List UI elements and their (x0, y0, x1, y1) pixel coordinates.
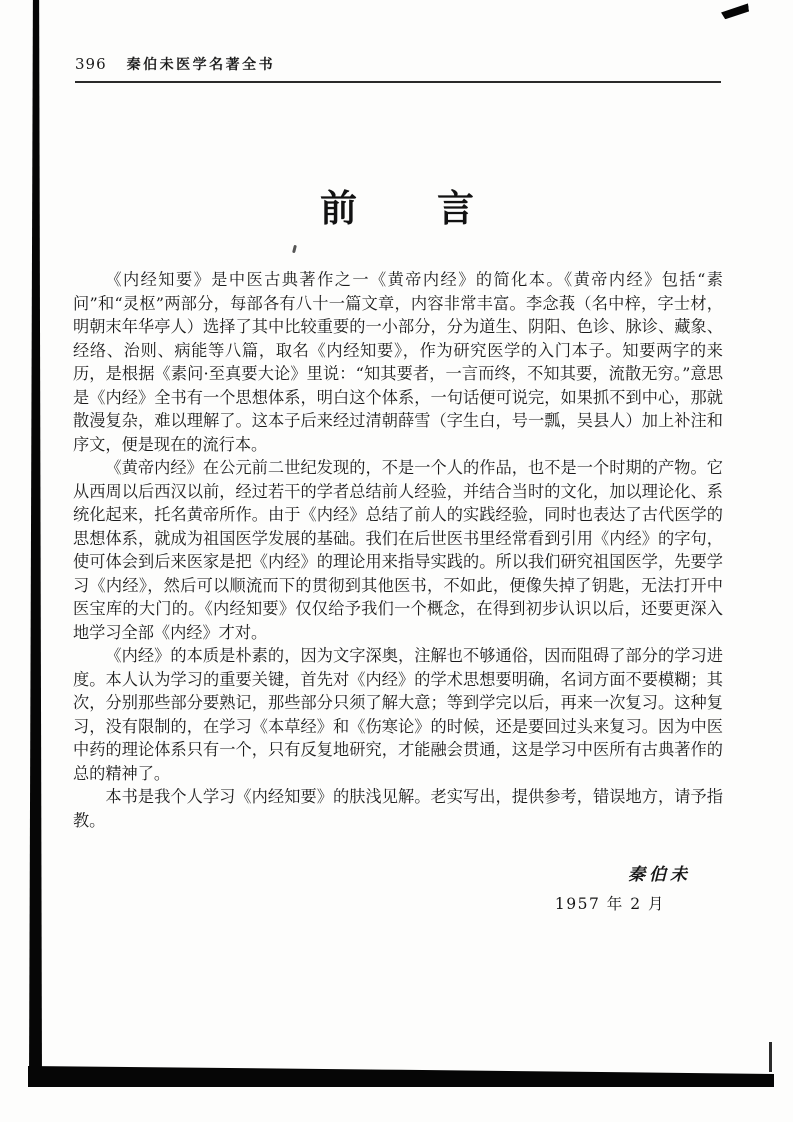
book-title: 秦伯未医学名著全书 (126, 57, 276, 73)
scan-artifact-speck (292, 245, 297, 253)
paragraph-1: 《内经知要》是中医古典著作之一《黄帝内经》的简化本。《黄帝内经》包括“素问”和“灵枢”两部分，每部各有八十一篇文章，内容非常丰富。李念莪（名中梓，字士材，明朝末年华亭人）选择了其中比较重要的一小部分，分为道生、阴阳、色诊、脉诊、藏象、经络、治则、病能等八篇，取名《内经知要》，作为研究医学的入门本子。知要两字的来历，是根据《素问·至真要大论》里说：“知其要者，一言而终，不知其要，流散无穷。”意思是《内经》全书有一个思想体系，明白这个体系，一句话便可说完，如果抓不到中心，那就散漫复杂，难以理解了。这本子后来经过清朝薛雪（字生白，号一瓢，吴县人）加上补注和序文，便是现在的流行本。 (73, 270, 723, 454)
paragraph-4: 本书是我个人学习《内经知要》的肤浅见解。老实写出，提供参考，错误地方，请予指教。 (73, 787, 723, 830)
scan-artifact-top-right-corner (720, 3, 749, 19)
scan-artifact-right-edge (769, 1042, 772, 1072)
author-signature: 秦伯未 (628, 865, 691, 885)
paragraph-2: 《黄帝内经》在公元前二世纪发现的，不是一个人的作品，也不是一个时期的产物。它从西周以后西汉以前，经过若干的学者总结前人经验，并结合当时的文化，加以理论化、系统化起来，托名黄帝所作。由于《内经》总结了前人的实践经验，同时也表达了古代医学的思想体系，就成为祖国医学发展的基础。我们在后世医书里经常看到引用《内经》的字句，使可体会到后来医家是把《内经》的理论用来指导实践的。所以我们研究祖国医学，先要学习《内经》，然后可以顺流而下的贯彻到其他医书，不如此，便像失掉了钥匙，无法打开中医宝库的大门的。《内经知要》仅仅给予我们一个概念，在得到初步认识以后，还要更深入地学习全部《内经》才对。 (73, 458, 723, 642)
page-header (75, 54, 721, 83)
page-number: 396 (75, 55, 107, 73)
paragraph-3: 《内经》的本质是朴素的，因为文字深奥，注解也不够通俗，因而阻碍了部分的学习进度。本人认为学习的重要关键，首先对《内经》的学术思想要明确，名词方面不要模糊；其次，分别那些部分要熟记，那些部分只须了解大意；等到学完以后，再来一次复习。这种复习，没有限制的，在学习《本草经》和《伤寒论》的时候，还是要回过头来复习。因为中医中药的理论体系只有一个，只有反复地研究，才能融会贯通，这是学习中医所有古典著作的总的精神了。 (73, 646, 723, 783)
preface-title: 前 言 (320, 186, 476, 230)
preface-date: 1957 年 2 月 (554, 895, 665, 913)
scan-artifact-bottom-edge (28, 1066, 774, 1087)
signature-block (73, 860, 723, 914)
scan-artifact-left-edge (29, 0, 42, 1084)
preface-body (73, 268, 723, 832)
